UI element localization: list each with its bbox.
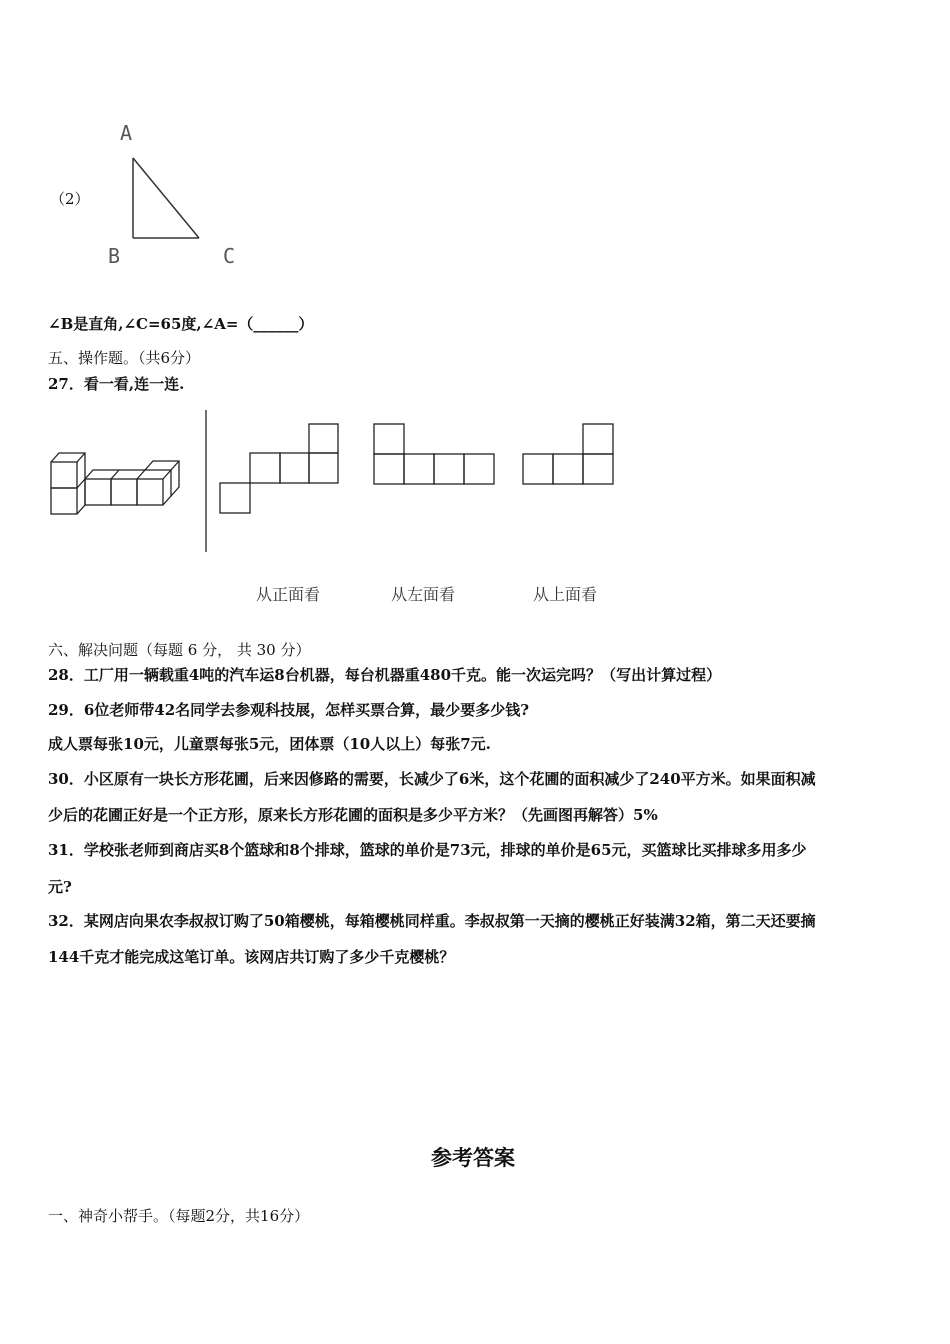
view-shape-1 — [220, 424, 338, 513]
vertex-a-label: A — [120, 121, 133, 145]
question-30-line2: 少后的花圃正好是一个正方形，原来长方形花圃的面积是多少平方米？（先画图再解答）5% — [48, 806, 658, 824]
question-28: 28．工厂用一辆载重4吨的汽车运8台机器，每台机器重480千克。能一次运完吗？（写出计算过程） — [48, 666, 722, 684]
vertex-c-label: C — [223, 244, 236, 268]
question-31-line2: 元? — [48, 878, 72, 896]
angle-question: ∠B是直角,∠C=65度,∠A=（______） — [48, 315, 314, 333]
answers-section1-heading: 一、神奇小帮手。（每题2分，共16分） — [48, 1207, 310, 1225]
question-29-line1: 29．6位老师带42名同学去参观科技展，怎样买票合算，最少要多少钱? — [48, 701, 529, 719]
view-shape-2 — [374, 424, 494, 484]
answers-title: 参考答案 — [431, 1145, 515, 1170]
question-27: 27．看一看,连一连. — [48, 375, 185, 393]
section6-heading: 六、解决问题（每题 6 分， 共 30 分） — [48, 641, 311, 659]
view-label-left: 从左面看 — [391, 585, 456, 604]
question-32-line1: 32．某网店向果农李叔叔订购了50箱樱桃，每箱樱桃同样重。李叔叔第一天摘的樱桃正好装满32箱，第二天还要摘 — [48, 912, 816, 930]
question-32-line2: 144千克才能完成这笔订单。该网店共订购了多少千克樱桃？ — [48, 948, 455, 966]
vertex-b-label: B — [108, 244, 121, 268]
view-label-front: 从正面看 — [256, 585, 321, 604]
question-29-line2: 成人票每张10元，儿童票每张5元，团体票（10人以上）每张7元. — [48, 735, 491, 753]
figure-label: （2） — [50, 190, 90, 208]
view-label-top: 从上面看 — [533, 585, 598, 604]
section5-heading: 五、操作题。（共6分） — [48, 349, 201, 367]
view-shape-3 — [523, 424, 613, 484]
cube-figure — [0, 0, 950, 600]
question-30-line1: 30．小区原有一块长方形花圃，后来因修路的需要，长减少了6米，这个花圃的面积减少了240平方米。如果面积减 — [48, 770, 816, 788]
question-31-line1: 31．学校张老师到商店买8个篮球和8个排球，篮球的单价是73元，排球的单价是65元，买篮球比买排球多用多少 — [48, 841, 807, 859]
